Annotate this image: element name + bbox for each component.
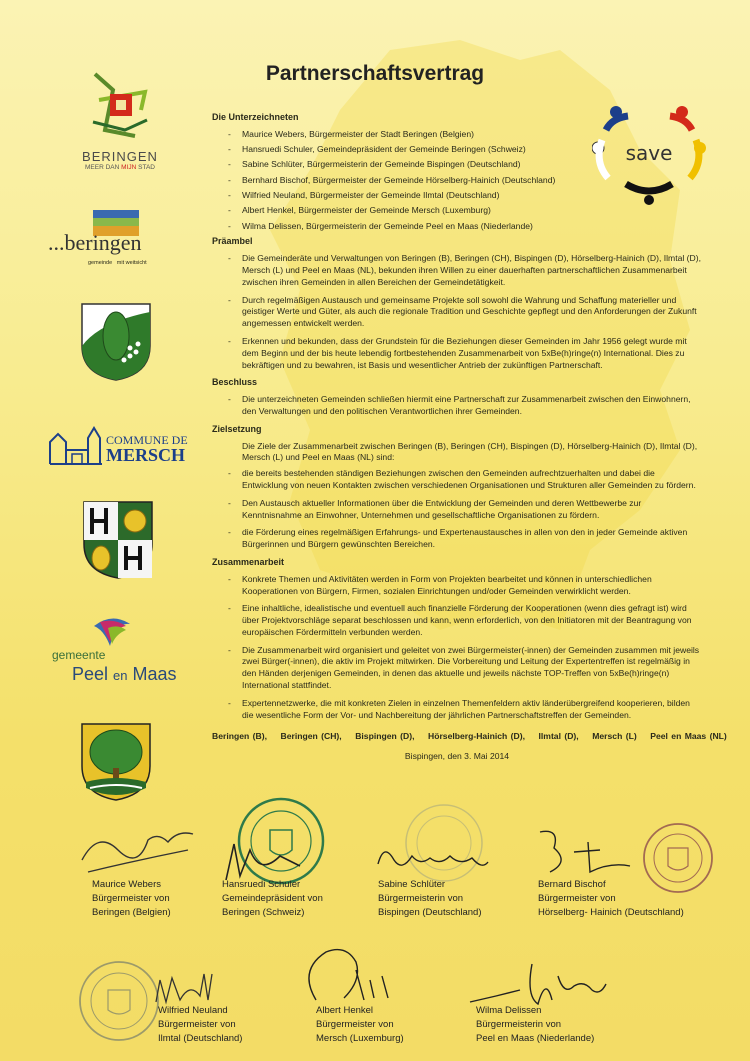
objective-intro: Die Ziele der Zusammenarbeit zwischen Beringen (B), Beringen (CH), Bispingen (D), Hörselberg-Hainich (D), Ilmtal (D), Mersch (L) und Peel en Maas (NL) sind: [242,440,698,463]
signature-webers [78,820,198,880]
signature-block-bischof [538,878,684,920]
signatory-name: Bernard Bischof [538,879,606,890]
ilmtal-coat-of-arms [80,722,152,802]
list-item: - Die unterzeichneten Gemeinden schließen hiermit eine Partnerschaft zur Zusammenarbeit zwischen den Einwohnern, den Verwaltungen und den politischen Verantwortlichen ihrer Gemeinden. [228,394,702,418]
signature-henkel [296,940,406,1006]
signatory-place: Bispingen (Deutschland) [378,907,482,918]
peel-en-maas-line1: gemeente [52,648,106,662]
signatory-name: Maurice Webers [92,879,161,890]
place-and-date: Bispingen, den 3. Mai 2014 [404,751,510,762]
beringen-belgium-emblem [85,70,155,142]
cooperation-list [228,574,702,722]
signature-block-neuland [158,1004,242,1046]
objective-heading: Zielsetzung [212,423,262,434]
list-item: - Maurice Webers, Bürgermeister der Stadt Beringen (Belgien) [228,129,702,141]
signature-block-webers [92,878,171,920]
contract-body [212,108,727,763]
preamble-heading: Präambel [212,236,253,247]
signature-block-schlueter [378,878,482,920]
signature-block-delissen [476,1004,594,1046]
signatory-name: Hansruedi Schuler [222,879,301,890]
bispingen-coat-of-arms [80,302,152,382]
partner-towns-line: Beringen (B), Beringen (CH), Bispingen (D), Hörselberg-Hainich (D), Ilmtal (D), Mersch (L) Peel en Maas (NL) [212,731,727,742]
cooperation-heading: Zusammenarbeit [212,556,285,567]
signatory-role: Bürgermeister von [158,1019,236,1030]
peel-en-maas-emblem [92,616,132,648]
signatory-role: Gemeindepräsident von [222,893,323,904]
signatory-role: Bürgermeister von [316,1019,394,1030]
beringen-belgium-logo [70,70,170,180]
signatory-name: Wilma Delissen [476,1005,542,1016]
signatory-place: Beringen (Schweiz) [222,907,305,918]
mersch-logo [48,420,188,470]
beringen-belgium-tagline: MEER DAN MIJN STAD [85,164,155,171]
list-item: - Expertennetzwerke, die mit konkreten Zielen in einzelnen Themenfeldern aktiv länderübergreifend kooperieren, bilden die wesentliche Form der Vor- und Nachbereitung der jährlichen Partnerschaftstreffen der Gemeinden. [228,698,702,722]
signatories-heading: Die Unterzeichneten [212,112,299,122]
beringen-belgium-name: BERINGEN [82,149,158,164]
list-item: - die Förderung eines regelmäßigen Erfahrungs- und Expertenaustausches in allen von den in jeder Gemeinde aktiven Bürgerinnen und Bürgern gewünschten Bereichen. [228,527,702,551]
signatory-role: Bürgermeisterin von [476,1019,562,1030]
beringen-switzerland-tagline: gemeinde mit weitsicht [88,260,147,266]
beringen-switzerland-logo [48,210,188,270]
list-item: - Die Zusammenarbeit wird organisiert und geleitet von zwei Bürgermeister(-innen) der Gemeinden zusammen mit jeweils zwei Bürger(-innen), die aktiv im Projekt mitwirken. Die Vorbereitung und Leitung der Expertentreffen ist regelmäßig in den Händen derjenigen Gemeinden, in denen das aktuelle und jeweils nächste TOP-Treffen von 5xBe(h)ringe(n) International stattfindet. [228,645,702,692]
hoerselberg-hainich-coat-of-arms [82,500,154,580]
list-item: - Eine inhaltliche, idealistische und eventuell auch finanzielle Förderung der Kooperationen (wenn dies gefragt ist) wird über Projektvorschläge separat beschlossen und kann, wenn erforderlich, von den Initiatoren mit der Beantragung von europäischen Fördermitteln verbunden werden. [228,603,702,638]
signatories-list [228,129,702,233]
signatory-place: Beringen (Belgien) [92,907,171,918]
beringen-switzerland-name: ...beringen [48,230,142,255]
signatory-role: Bürgermeisterin von [378,893,464,904]
signature-delissen [460,956,610,1010]
signatory-name: Sabine Schlüter [378,879,446,890]
resolution-list [228,394,702,418]
signature-block-henkel [316,1004,404,1046]
list-item: - Durch regelmäßigen Austausch und gemeinsame Projekte soll sowohl die Wahrung und Schaffung materieller und geistiger Werte und Güter, als auch die regionale Tradition und Geschichte gepflegt und den Anforderungen der Zukunft angemessen entwickelt werden. [228,295,702,330]
list-item: - Den Austausch aktueller Informationen über die Entwicklung der Gemeinden und deren Wettbewerbe zur Kenntnisnahme an Einwohner, Unternehmen und gesellschaftliche Organisationen zu fördern. [228,498,702,522]
mersch-line2: MERSCH [106,445,186,465]
list-item: - Sabine Schlüter, Bürgermeisterin der Gemeinde Bispingen (Deutschland) [228,159,702,171]
mersch-line1: COMMUNE DE [106,433,188,447]
save-logo-text: save [625,141,673,165]
signatory-role: Bürgermeister von [92,893,170,904]
signature-block-schuler [222,878,323,920]
castle-icon [48,424,104,468]
list-item: - Bernhard Bischof, Bürgermeister der Gemeinde Hörselberg-Hainich (Deutschland) [228,175,702,187]
list-item: - die bereits bestehenden ständigen Beziehungen zwischen den Gemeinden aufrechtzuerhalten und dabei die Entwicklung von neuen Kontakten zwischen verschiedenen Organisationen und Strukturen aller Gemeinden zu fördern. [228,468,702,492]
list-item: - Erkennen und bekunden, dass der Grundstein für die Beziehungen dieser Gemeinden im Jahr 1956 gelegt wurde mit dem Beginn und der bis heute lebendig fortbestehenden Zusammenarbeit von 5xBe(h)ringe(n) International. Dies zu bekräftigen und zu bewahren, ist Basis und wesentlicher Antrieb der zukünftigen Partnerschaft. [228,336,702,371]
signatory-place: Peel en Maas (Niederlande) [476,1033,595,1044]
list-item: - Wilfried Neuland, Bürgermeister der Gemeinde Ilmtal (Deutschland) [228,190,702,202]
peel-en-maas-line2: Peel en Maas [72,664,177,684]
list-item: - Albert Henkel, Bürgermeister der Gemeinde Mersch (Luxemburg) [228,205,702,217]
signatory-name: Wilfried Neuland [158,1005,228,1016]
signatory-place: Mersch (Luxemburg) [316,1033,404,1044]
list-item: - Konkrete Themen und Aktivitäten werden in Form von Projekten bearbeitet und können in unterschiedlichen Kooperationen von Bürgern, Firmen, sozialen Einrichtungen und/oder Gemeinden verwirklicht werden. [228,574,702,598]
signatory-place: Ilmtal (Deutschland) [158,1033,243,1044]
preamble-list [228,253,702,371]
signature-schlueter [372,836,492,880]
signatory-place: Hörselberg- Hainich (Deutschland) [538,907,684,918]
list-item: - Wilma Delissen, Bürgermeisterin der Gemeinde Peel en Maas (Niederlande) [228,221,702,233]
document-title: Partnerschaftsvertrag [265,62,485,85]
signature-bischof [530,822,640,880]
list-item: - Die Gemeinderäte und Verwaltungen von Beringen (B), Beringen (CH), Bispingen (D), Hörselberg-Hainich (D), Ilmtal (D), Mersch (L) und Peel en Maas (NL), bekunden ihren Willen zu einer dauerhaften partnerschaftlichen Zusammenarbeit zwischen ihren Gemeinden in allen Bereichen der Gemeindetätigkeit. [228,253,702,288]
signatory-role: Bürgermeister von [538,893,616,904]
resolution-heading: Beschluss [212,377,258,388]
peel-en-maas-logo [52,620,187,695]
list-item: - Hansruedi Schuler, Gemeindepräsident der Gemeinde Beringen (Schweiz) [228,144,702,156]
signatory-name: Albert Henkel [316,1005,374,1016]
objective-list [228,441,702,551]
